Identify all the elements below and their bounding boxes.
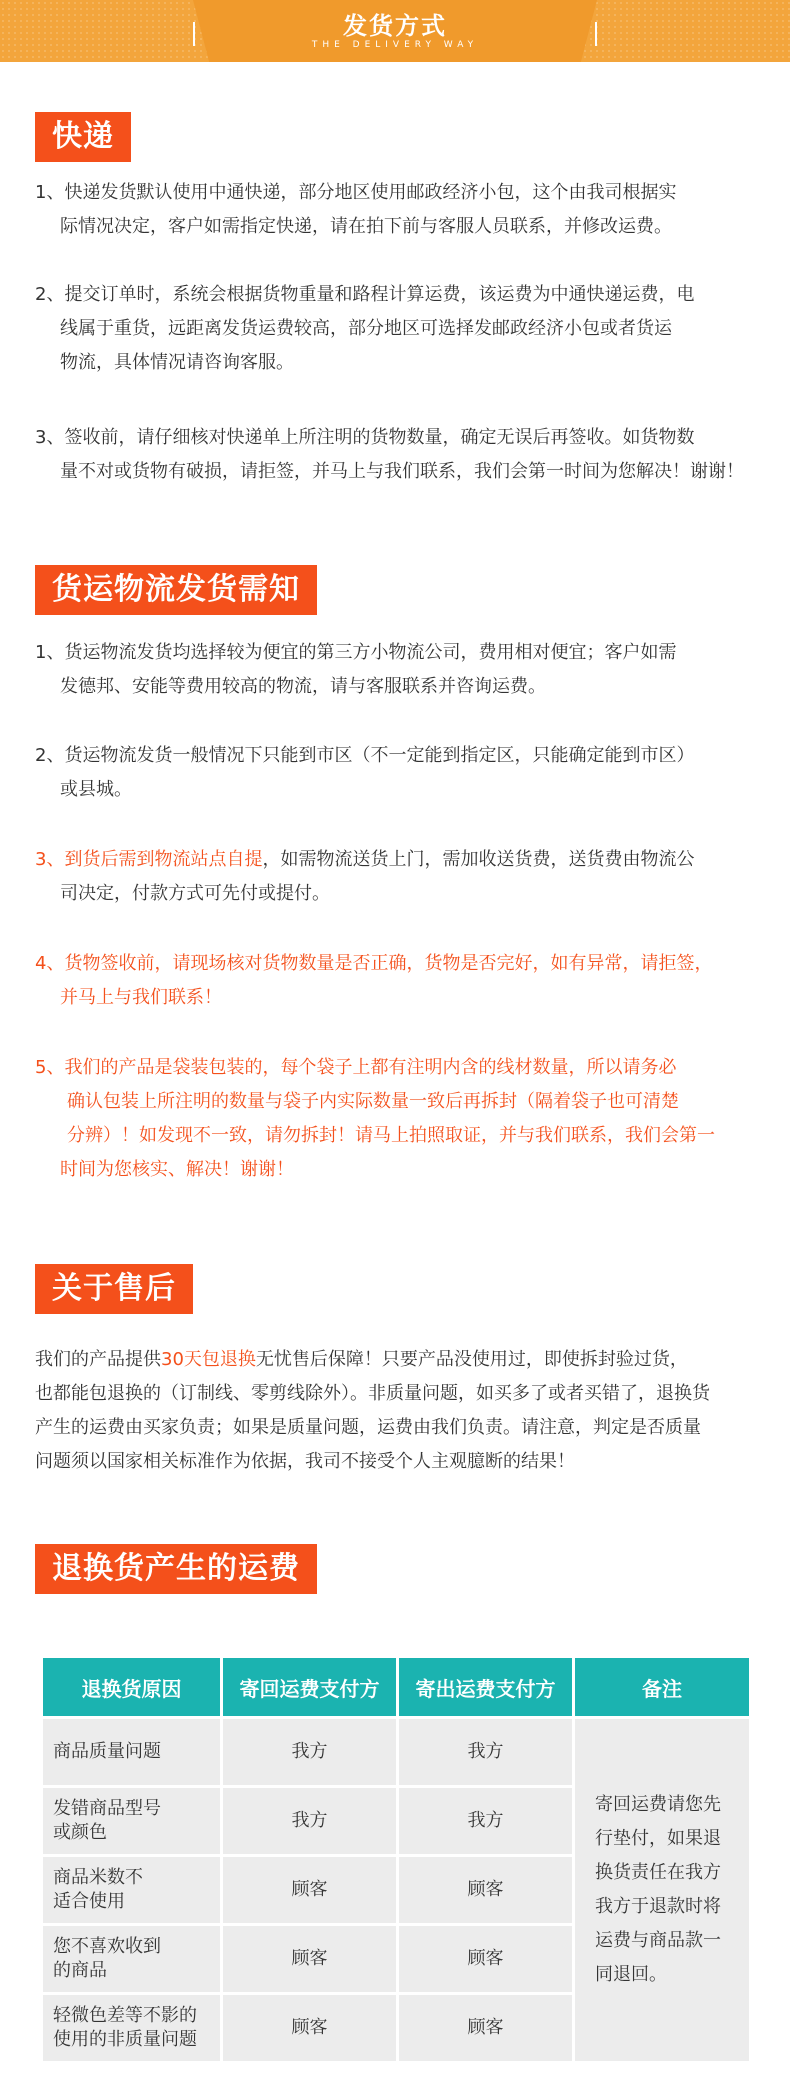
logistics-item-1-line-1: 1、货运物流发货均选择较为便宜的第三方小物流公司，费用相对便宜；客户如需 bbox=[35, 642, 677, 663]
send-payer-cell: 我方 bbox=[399, 1788, 572, 1854]
banner-title: 发货方式 bbox=[343, 12, 447, 40]
note-line: 同退回。 bbox=[594, 1964, 667, 1985]
logistics-item-2-line-2: 或县城。 bbox=[60, 779, 132, 800]
send-payer-cell: 顾客 bbox=[399, 1926, 572, 1992]
reason-text: 适合使用 bbox=[53, 1891, 125, 1912]
column-header-reason: 退换货原因 bbox=[43, 1658, 220, 1716]
express-heading: 快递 bbox=[35, 112, 131, 162]
aftersale-paragraph bbox=[35, 1343, 765, 1479]
logistics-item-5-line-4: 时间为您核实、解决！谢谢！ bbox=[60, 1159, 294, 1180]
return-policy-highlight: 30天包退换 bbox=[161, 1349, 256, 1370]
return-payer-cell: 顾客 bbox=[223, 1995, 396, 2061]
aftersale-heading: 关于售后 bbox=[35, 1264, 193, 1314]
logistics-heading: 货运物流发货需知 bbox=[35, 565, 317, 615]
express-item-2 bbox=[35, 278, 765, 380]
logistics-item-4-line-1: 4、货物签收前，请现场核对货物数量是否正确，货物是否完好，如有异常，请拒签， bbox=[35, 953, 713, 974]
reason-cell bbox=[43, 1995, 220, 2061]
logistics-item-2 bbox=[35, 739, 765, 807]
reason-text: 或颜色 bbox=[53, 1822, 107, 1843]
reason-text: 发错商品型号 bbox=[53, 1798, 161, 1819]
logistics-item-3-line-2: 司决定，付款方式可先付或提付。 bbox=[60, 883, 330, 904]
return-payer-cell: 我方 bbox=[223, 1719, 396, 1785]
logistics-item-3 bbox=[35, 843, 765, 911]
note-line: 行垫付，如果退 bbox=[594, 1828, 721, 1849]
reason-text: 您不喜欢收到 bbox=[53, 1936, 161, 1957]
note-line: 换货责任在我方 bbox=[594, 1862, 721, 1883]
aftersale-line-1-a: 我们的产品提供 bbox=[35, 1349, 161, 1370]
note-line: 我方于退款时将 bbox=[594, 1896, 721, 1917]
logistics-item-1-line-2: 发德邦、安能等费用较高的物流，请与客服联系并咨询运费。 bbox=[60, 676, 546, 697]
reason-text: 商品米数不 bbox=[53, 1867, 143, 1888]
express-item-1 bbox=[35, 176, 765, 244]
express-item-3 bbox=[35, 421, 765, 489]
note-line: 运费与商品款一 bbox=[594, 1930, 721, 1951]
aftersale-line-4: 问题须以国家相关标准作为依据，我司不接受个人主观臆断的结果！ bbox=[35, 1451, 575, 1472]
reason-text: 轻微色差等不影的 bbox=[53, 2005, 197, 2026]
express-item-2-line-1: 2、提交订单时，系统会根据货物重量和路程计算运费，该运费为中通快递运费，电 bbox=[35, 284, 695, 305]
logistics-item-5-line-3: 分辨）！如发现不一致，请勿拆封！请马上拍照取证，并与我们联系，我们会第一 bbox=[67, 1125, 715, 1146]
reason-cell bbox=[43, 1719, 220, 1785]
title-banner bbox=[0, 0, 790, 62]
express-item-1-line-2: 际情况决定，客户如需指定快递，请在拍下前与客服人员联系，并修改运费。 bbox=[60, 216, 672, 237]
return-payer-cell: 顾客 bbox=[223, 1857, 396, 1923]
table-header-row bbox=[43, 1658, 749, 1716]
express-item-3-line-1: 3、签收前，请仔细核对快递单上所注明的货物数量，确定无误后再签收。如货物数 bbox=[35, 427, 695, 448]
table-row bbox=[43, 1719, 749, 1785]
send-payer-cell: 顾客 bbox=[399, 1857, 572, 1923]
fees-heading: 退换货产生的运费 bbox=[35, 1544, 317, 1594]
express-item-3-line-2: 量不对或货物有破损，请拒签，并马上与我们联系，我们会第一时间为您解决！谢谢！ bbox=[60, 461, 744, 482]
reason-text: 的商品 bbox=[53, 1960, 107, 1981]
reason-text: 商品质量问题 bbox=[53, 1741, 161, 1762]
aftersale-line-1-b: 无忧售后保障！只要产品没使用过，即使拆封验过货， bbox=[255, 1349, 688, 1370]
column-header-send-payer: 寄出运费支付方 bbox=[399, 1658, 572, 1716]
logistics-item-5-line-2: 确认包装上所注明的数量与袋子内实际数量一致后再拆封（隔着袋子也可清楚 bbox=[67, 1091, 679, 1112]
logistics-item-5-line-1: 5、我们的产品是袋装包装的，每个袋子上都有注明内含的线材数量，所以请务必 bbox=[35, 1057, 677, 1078]
reason-cell bbox=[43, 1788, 220, 1854]
logistics-item-5 bbox=[35, 1051, 765, 1187]
send-payer-cell: 顾客 bbox=[399, 1995, 572, 2061]
express-item-2-line-2: 线属于重货，远距离发货运费较高，部分地区可选择发邮政经济小包或者货运 bbox=[60, 318, 672, 339]
note-cell bbox=[575, 1719, 749, 2061]
logistics-item-2-line-1: 2、货运物流发货一般情况下只能到市区（不一定能到指定区，只能确定能到市区） bbox=[35, 745, 695, 766]
express-item-2-line-3: 物流，具体情况请咨询客服。 bbox=[60, 352, 294, 373]
logistics-item-3-rest: ，如需物流送货上门，需加收送货费，送货费由物流公 bbox=[262, 849, 695, 870]
express-item-1-line-1: 1、快递发货默认使用中通快递，部分地区使用邮政经济小包，这个由我司根据实 bbox=[35, 182, 677, 203]
pickup-highlight: 3、到货后需到物流站点自提 bbox=[35, 849, 263, 870]
note-line: 寄回运费请您先 bbox=[594, 1794, 721, 1815]
column-header-note: 备注 bbox=[575, 1658, 749, 1716]
aftersale-line-3: 产生的运费由买家负责；如果是质量问题，运费由我们负责。请注意，判定是否质量 bbox=[35, 1417, 701, 1438]
reason-text: 使用的非质量问题 bbox=[53, 2029, 197, 2050]
aftersale-line-1 bbox=[35, 1343, 765, 1377]
return-payer-cell: 我方 bbox=[223, 1788, 396, 1854]
return-payer-cell: 顾客 bbox=[223, 1926, 396, 1992]
logistics-item-1 bbox=[35, 636, 765, 704]
logistics-item-3-line-1 bbox=[35, 843, 765, 877]
banner-subtitle: THE DELIVERY WAY bbox=[311, 40, 479, 50]
logistics-item-4-line-2: 并马上与我们联系！ bbox=[60, 987, 222, 1008]
reason-cell bbox=[43, 1926, 220, 1992]
send-payer-cell: 我方 bbox=[399, 1719, 572, 1785]
reason-cell bbox=[43, 1857, 220, 1923]
return-fee-table bbox=[40, 1655, 752, 2064]
logistics-item-4 bbox=[35, 947, 765, 1015]
column-header-return-payer: 寄回运费支付方 bbox=[223, 1658, 396, 1716]
aftersale-line-2: 也都能包退换的（订制线、零剪线除外）。非质量问题，如买多了或者买错了，退换货 bbox=[35, 1383, 710, 1404]
